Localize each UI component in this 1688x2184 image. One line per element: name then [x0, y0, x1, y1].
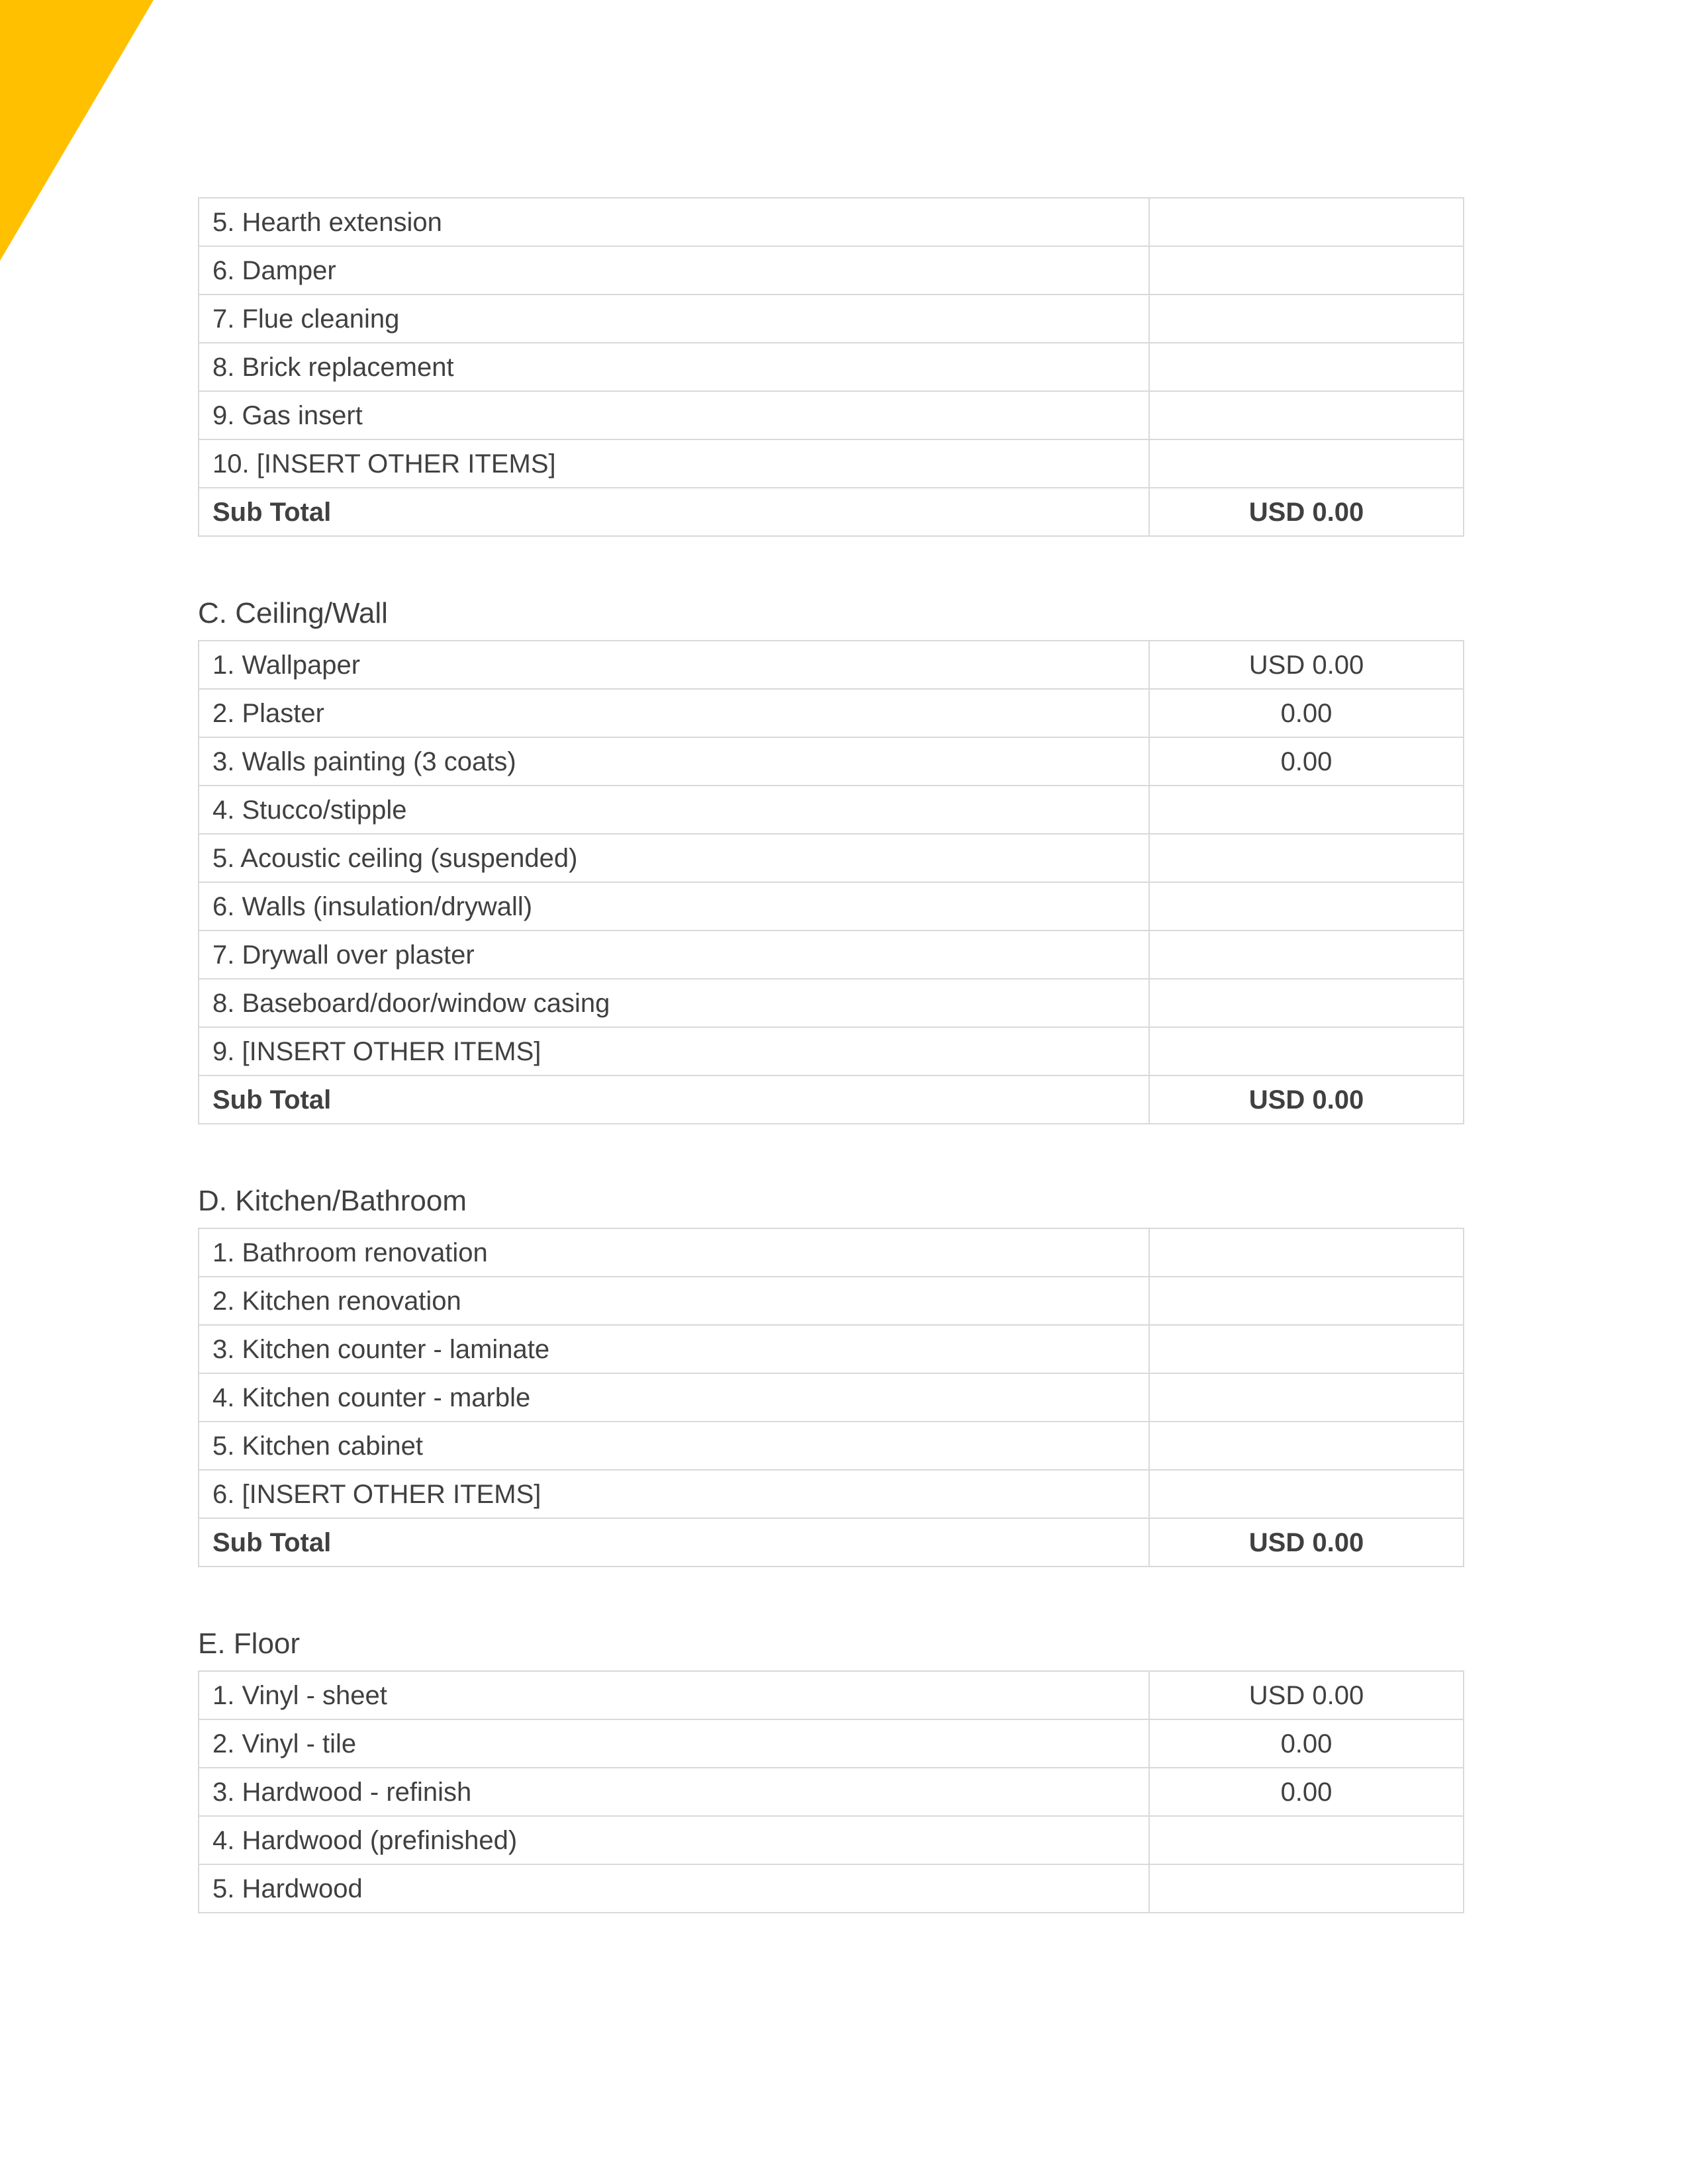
item-label: 1. Bathroom renovation: [199, 1228, 1149, 1277]
section-heading: E. Floor: [198, 1627, 301, 1660]
item-label: 2. Vinyl - tile: [199, 1719, 1149, 1768]
subtotal-amount: USD 0.00: [1149, 488, 1464, 536]
item-amount: [1149, 343, 1464, 391]
item-amount: [1149, 1422, 1464, 1470]
item-label: 2. Plaster: [199, 689, 1149, 737]
item-amount: 0.00: [1149, 737, 1464, 786]
subtotal-label: Sub Total: [199, 1518, 1149, 1567]
items-table: [198, 640, 1464, 1124]
table-row: [199, 1816, 1464, 1864]
table-row: [199, 295, 1464, 343]
item-amount: [1149, 1373, 1464, 1422]
item-amount: [1149, 439, 1464, 488]
item-label: 6. Walls (insulation/drywall): [199, 882, 1149, 931]
item-amount: USD 0.00: [1149, 1671, 1464, 1719]
item-label: 3. Walls painting (3 coats): [199, 737, 1149, 786]
item-label: 3. Kitchen counter - laminate: [199, 1325, 1149, 1373]
item-label: 6. [INSERT OTHER ITEMS]: [199, 1470, 1149, 1518]
item-amount: [1149, 391, 1464, 439]
item-label: 5. Hearth extension: [199, 198, 1149, 246]
subtotal-row: [199, 1518, 1464, 1567]
table-row: [199, 882, 1464, 931]
table-row: [199, 1470, 1464, 1518]
subtotal-amount: USD 0.00: [1149, 1075, 1464, 1124]
section-floor: [198, 1625, 1463, 1913]
item-amount: 0.00: [1149, 689, 1464, 737]
item-amount: [1149, 1816, 1464, 1864]
item-label: 9. [INSERT OTHER ITEMS]: [199, 1027, 1149, 1075]
item-label: 2. Kitchen renovation: [199, 1277, 1149, 1325]
item-label: 3. Hardwood - refinish: [199, 1768, 1149, 1816]
item-label: 9. Gas insert: [199, 391, 1149, 439]
item-label: 5. Hardwood: [199, 1864, 1149, 1913]
table-row: [199, 1373, 1464, 1422]
item-label: 8. Brick replacement: [199, 343, 1149, 391]
table-row: [199, 1768, 1464, 1816]
item-label: 4. Hardwood (prefinished): [199, 1816, 1149, 1864]
subtotal-label: Sub Total: [199, 488, 1149, 536]
item-amount: [1149, 246, 1464, 295]
item-amount: [1149, 295, 1464, 343]
item-amount: [1149, 1027, 1464, 1075]
table-row: [199, 1027, 1464, 1075]
items-table: [198, 1670, 1464, 1913]
item-amount: [1149, 1325, 1464, 1373]
item-amount: [1149, 931, 1464, 979]
table-row: [199, 1671, 1464, 1719]
item-label: 5. Acoustic ceiling (suspended): [199, 834, 1149, 882]
item-amount: [1149, 882, 1464, 931]
table-row: [199, 1422, 1464, 1470]
item-amount: USD 0.00: [1149, 641, 1464, 689]
accent-stripe-decoration: [0, 0, 159, 265]
item-label: 6. Damper: [199, 246, 1149, 295]
table-row: [199, 931, 1464, 979]
table-row: [199, 1277, 1464, 1325]
section-heading: D. Kitchen/Bathroom: [198, 1185, 467, 1217]
subtotal-row: [199, 488, 1464, 536]
section-kitchen-bathroom: [198, 1183, 1463, 1567]
items-table: [198, 197, 1464, 537]
item-label: 4. Kitchen counter - marble: [199, 1373, 1149, 1422]
table-row: [199, 246, 1464, 295]
items-table: [198, 1228, 1464, 1567]
section-heading: C. Ceiling/Wall: [198, 597, 388, 629]
table-row: [199, 737, 1464, 786]
table-row: [199, 689, 1464, 737]
table-row: [199, 1228, 1464, 1277]
table-row: [199, 1719, 1464, 1768]
item-amount: [1149, 786, 1464, 834]
accent-stripe-shape: [0, 0, 154, 261]
table-row: [199, 834, 1464, 882]
item-amount: [1149, 198, 1464, 246]
table-row: [199, 786, 1464, 834]
item-label: 10. [INSERT OTHER ITEMS]: [199, 439, 1149, 488]
table-row: [199, 979, 1464, 1027]
item-amount: [1149, 1864, 1464, 1913]
table-row: [199, 198, 1464, 246]
table-row: [199, 1325, 1464, 1373]
estimate-content: [198, 197, 1463, 1913]
table-row: [199, 641, 1464, 689]
item-label: 5. Kitchen cabinet: [199, 1422, 1149, 1470]
table-row: [199, 391, 1464, 439]
table-row: [199, 439, 1464, 488]
item-amount: [1149, 979, 1464, 1027]
section-continued: [198, 197, 1463, 537]
table-row: [199, 1864, 1464, 1913]
item-label: 1. Vinyl - sheet: [199, 1671, 1149, 1719]
item-label: 8. Baseboard/door/window casing: [199, 979, 1149, 1027]
item-label: 7. Drywall over plaster: [199, 931, 1149, 979]
item-amount: [1149, 1470, 1464, 1518]
item-amount: 0.00: [1149, 1719, 1464, 1768]
item-amount: [1149, 1277, 1464, 1325]
section-ceiling-wall: [198, 595, 1463, 1124]
table-row: [199, 343, 1464, 391]
item-label: 7. Flue cleaning: [199, 295, 1149, 343]
subtotal-amount: USD 0.00: [1149, 1518, 1464, 1567]
item-amount: 0.00: [1149, 1768, 1464, 1816]
item-label: 1. Wallpaper: [199, 641, 1149, 689]
subtotal-label: Sub Total: [199, 1075, 1149, 1124]
item-label: 4. Stucco/stipple: [199, 786, 1149, 834]
item-amount: [1149, 834, 1464, 882]
item-amount: [1149, 1228, 1464, 1277]
subtotal-row: [199, 1075, 1464, 1124]
